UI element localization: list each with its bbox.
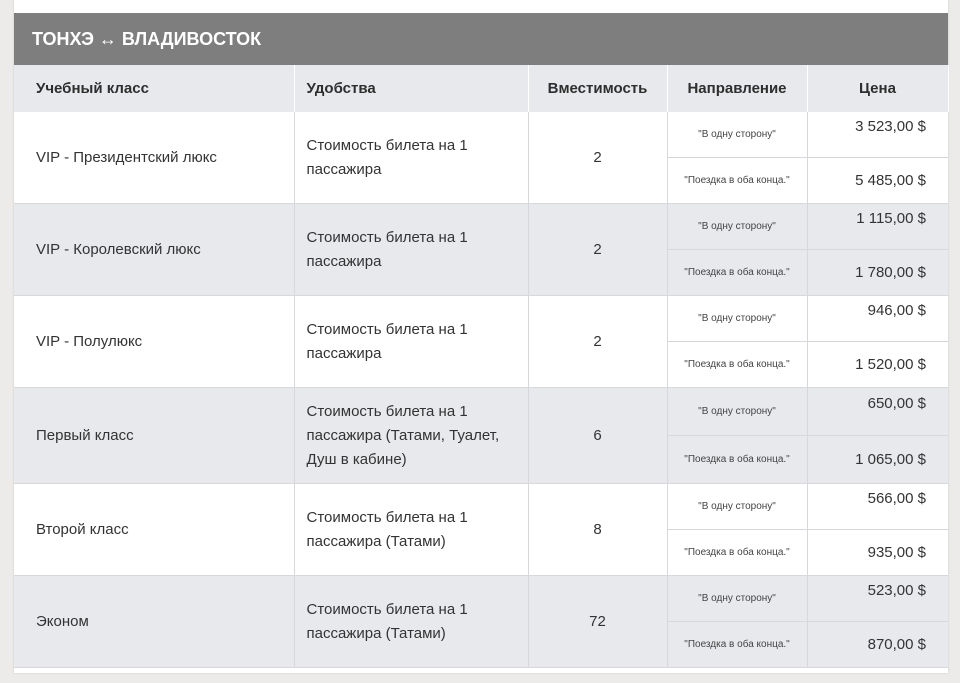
price-one-way	[807, 296, 948, 342]
price-round-trip	[807, 622, 948, 668]
route-title: ТОНХЭ ↔ ВЛАДИВОСТОК	[14, 13, 948, 65]
direction-round-trip: "Поездка в оба конца."	[667, 436, 807, 484]
price-round-trip-value: 935,00 $	[867, 544, 926, 561]
table-row	[14, 112, 948, 158]
capacity-cell: 72	[528, 576, 667, 668]
capacity-cell: 2	[528, 296, 667, 388]
price-round-trip	[807, 436, 948, 484]
price-one-way	[807, 576, 948, 622]
table-row	[14, 296, 948, 342]
price-one-way	[807, 388, 948, 436]
direction-round-trip: "Поездка в оба конца."	[667, 622, 807, 668]
class-cell: VIP - Полулюкс	[14, 296, 294, 388]
price-one-way-value: 946,00 $	[867, 302, 926, 319]
price-round-trip	[807, 342, 948, 388]
direction-one-way: "В одну сторону"	[667, 204, 807, 250]
top-strip	[14, 0, 948, 13]
price-round-trip-value: 1 065,00 $	[855, 451, 926, 468]
price-one-way	[807, 112, 948, 158]
class-cell: VIP - Президентский люкс	[14, 112, 294, 204]
capacity-cell: 2	[528, 204, 667, 296]
capacity-cell: 6	[528, 388, 667, 484]
direction-one-way: "В одну сторону"	[667, 576, 807, 622]
price-one-way-value: 650,00 $	[867, 395, 926, 412]
price-one-way-value: 1 115,00 $	[856, 210, 926, 227]
amenities-cell: Стоимость билета на 1 пассажира (Татами)	[294, 576, 528, 668]
direction-round-trip: "Поездка в оба конца."	[667, 250, 807, 296]
amenities-cell: Стоимость билета на 1 пассажира	[294, 204, 528, 296]
amenities-cell: Стоимость билета на 1 пассажира (Татами, Туалет, Душ в кабине)	[294, 388, 528, 484]
class-cell: Эконом	[14, 576, 294, 668]
price-one-way-value: 3 523,00 $	[855, 118, 926, 135]
amenities-cell: Стоимость билета на 1 пассажира	[294, 296, 528, 388]
capacity-cell: 8	[528, 484, 667, 576]
price-round-trip	[807, 530, 948, 576]
direction-round-trip: "Поездка в оба конца."	[667, 342, 807, 388]
price-one-way-value: 523,00 $	[867, 582, 926, 599]
price-round-trip-value: 870,00 $	[867, 636, 926, 653]
amenities-cell: Стоимость билета на 1 пассажира (Татами)	[294, 484, 528, 576]
col-header-price: Цена	[807, 65, 948, 112]
table-row	[14, 388, 948, 436]
price-round-trip-value: 5 485,00 $	[855, 172, 926, 189]
class-cell: Второй класс	[14, 484, 294, 576]
direction-round-trip: "Поездка в оба конца."	[667, 530, 807, 576]
price-one-way	[807, 204, 948, 250]
col-header-direction: Направление	[667, 65, 807, 112]
direction-one-way: "В одну сторону"	[667, 296, 807, 342]
price-round-trip	[807, 250, 948, 296]
table-row	[14, 484, 948, 530]
price-one-way	[807, 484, 948, 530]
price-round-trip-value: 1 780,00 $	[855, 264, 926, 281]
col-header-class: Учебный класс	[14, 65, 294, 112]
class-cell: Первый класс	[14, 388, 294, 484]
col-header-amenities: Удобства	[294, 65, 528, 112]
fare-table-card	[14, 0, 948, 673]
price-one-way-value: 566,00 $	[867, 490, 926, 507]
direction-one-way: "В одну сторону"	[667, 484, 807, 530]
table-row	[14, 204, 948, 250]
price-round-trip-value: 1 520,00 $	[855, 356, 926, 373]
fare-table	[14, 65, 949, 668]
col-header-capacity: Вместимость	[528, 65, 667, 112]
table-header-row	[14, 65, 948, 112]
direction-one-way: "В одну сторону"	[667, 388, 807, 436]
direction-round-trip: "Поездка в оба конца."	[667, 158, 807, 204]
capacity-cell: 2	[528, 112, 667, 204]
amenities-cell: Стоимость билета на 1 пассажира	[294, 112, 528, 204]
price-round-trip	[807, 158, 948, 204]
class-cell: VIP - Королевский люкс	[14, 204, 294, 296]
table-row	[14, 576, 948, 622]
direction-one-way: "В одну сторону"	[667, 112, 807, 158]
